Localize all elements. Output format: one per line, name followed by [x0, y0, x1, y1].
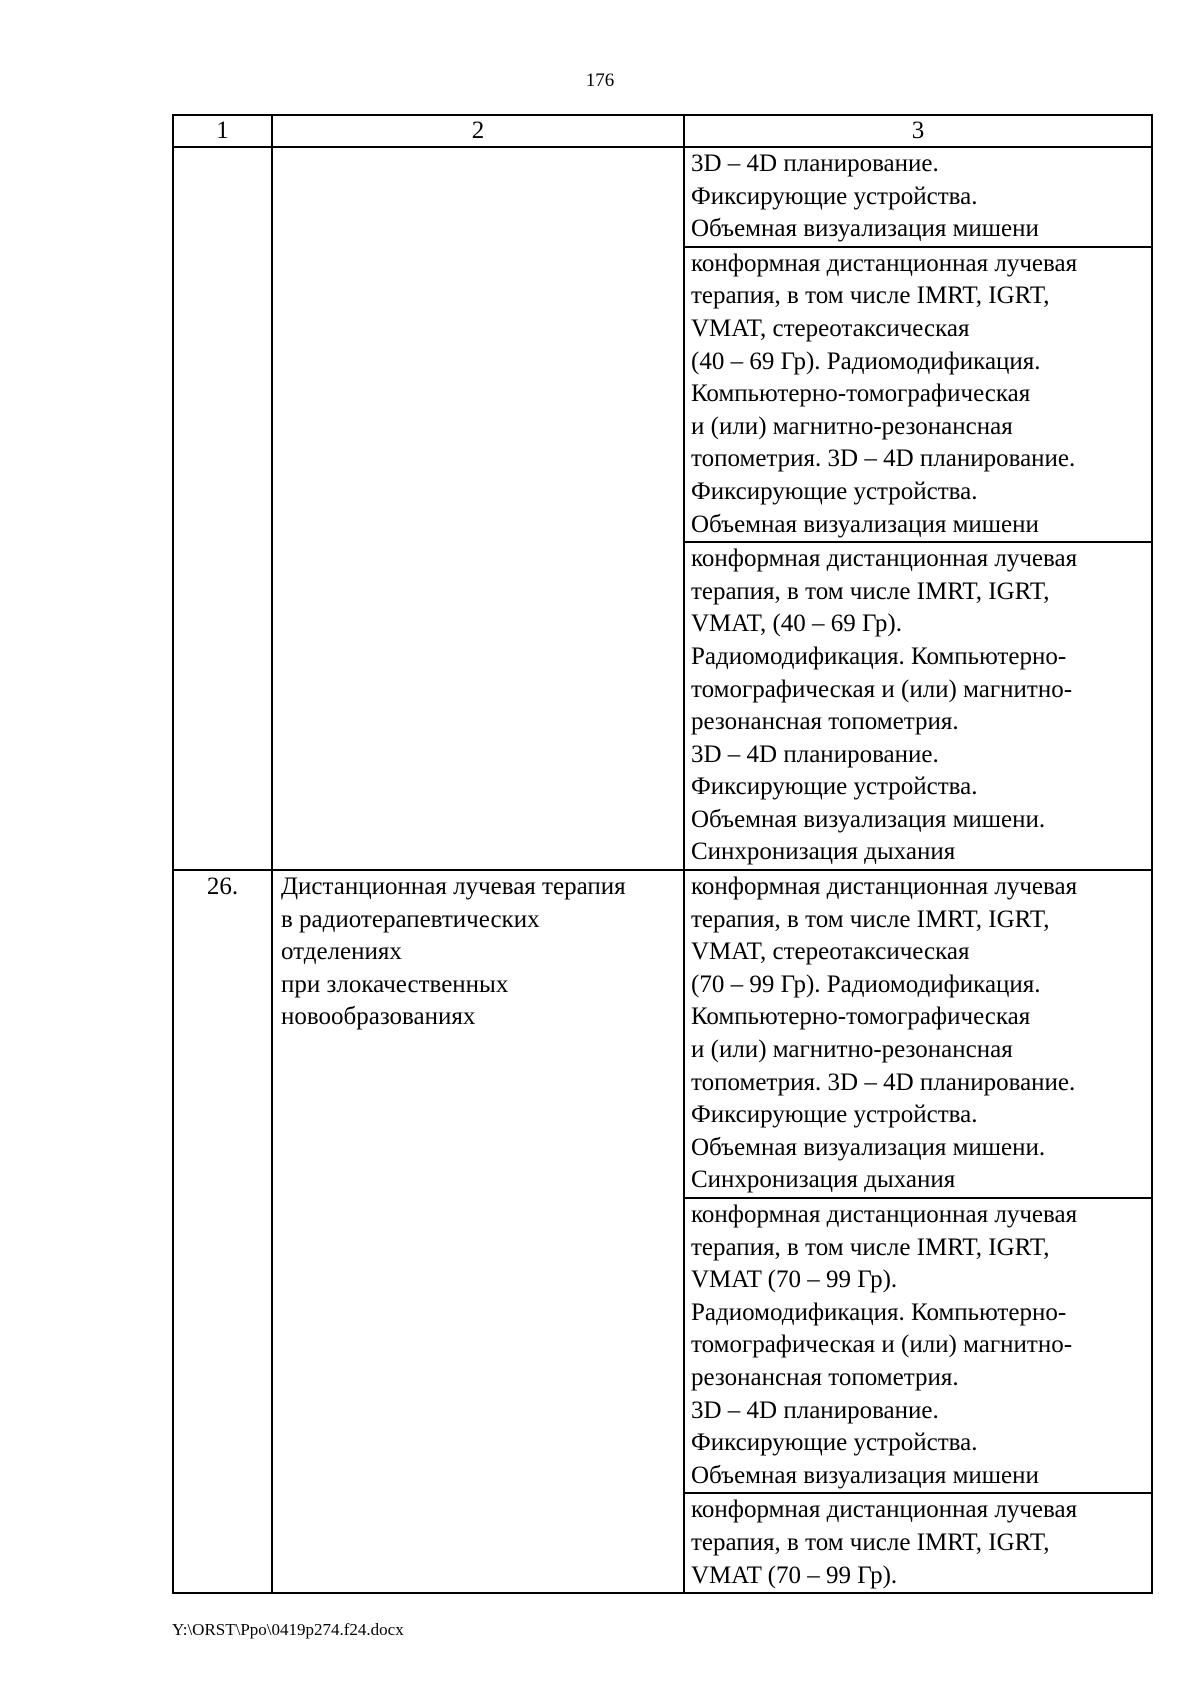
text-line: в радиотерапевтических — [281, 905, 540, 933]
text-line: Объемная визуализация мишени — [691, 1461, 1039, 1489]
text-line: топометрия. 3D – 4D планирование. — [691, 1068, 1076, 1096]
method-cell — [684, 147, 1152, 247]
method-cell — [684, 1493, 1152, 1593]
text-line: конформная дистанционная лучевая — [691, 1201, 1078, 1228]
text-line: терапия, в том числе IMRT, IGRT, — [691, 1528, 1050, 1556]
table-header-row — [173, 115, 1152, 147]
text-line: терапия, в том числе IMRT, IGRT, — [691, 1233, 1050, 1261]
text-line: Объемная визуализация мишени. — [691, 805, 1046, 833]
text-line: Компьютерно-томографическая — [691, 380, 1031, 408]
text-line: Объемная визуализация мишени — [691, 215, 1039, 243]
text-line: Синхронизация дыхания — [691, 838, 956, 866]
text-line: конформная дистанционная лучевая — [691, 1496, 1078, 1524]
method-cell — [684, 870, 1152, 1198]
text-line: Фиксирующие устройства. — [691, 773, 978, 801]
header-col-3: 3 — [684, 115, 1152, 147]
text-line: конформная дистанционная лучевая — [691, 873, 1078, 901]
text-line: Объемная визуализация мишени — [691, 510, 1039, 538]
text-line: терапия, в том числе IMRT, IGRT, — [691, 577, 1050, 605]
text-line: резонансная топометрия. — [691, 1363, 959, 1391]
text-line: 3D – 4D планирование. — [691, 740, 939, 768]
header-col-2: 2 — [272, 115, 684, 147]
table-row — [173, 147, 1152, 247]
text-line: Фиксирующие устройства. — [691, 1101, 978, 1129]
text-line: терапия, в том числе IMRT, IGRT, — [691, 905, 1050, 933]
text-line: VMAT (70 – 99 Гр). — [691, 1561, 898, 1589]
text-line: Радиомодификация. Компьютерно- — [691, 1298, 1067, 1326]
text-line: Синхронизация дыхания — [691, 1166, 956, 1194]
text-line: Компьютерно-томографическая — [691, 1003, 1031, 1031]
text-line: и (или) магнитно-резонансная — [691, 1036, 1013, 1064]
text-line: Фиксирующие устройства. — [691, 477, 978, 505]
method-cell — [684, 1198, 1152, 1493]
text-line: новообразованиях — [281, 1003, 476, 1031]
text-line: 3D – 4D планирование. — [691, 150, 939, 177]
text-line: топометрия. 3D – 4D планирование. — [691, 445, 1076, 473]
text-line: Фиксирующие устройства. — [691, 1429, 978, 1457]
row-number-cell: 26. — [173, 870, 272, 1593]
text-line: и (или) магнитно-резонансная — [691, 412, 1013, 440]
text-line: Объемная визуализация мишени. — [691, 1133, 1046, 1161]
footer-file-path: Y:\ORST\Ppo\0419p274.f24.docx — [172, 1620, 404, 1639]
text-line: VMAT, (40 – 69 Гр). — [691, 610, 903, 638]
text-line: томографическая и (или) магнитно- — [691, 675, 1073, 703]
table-row — [173, 870, 1152, 1198]
text-line: Фиксирующие устройства. — [691, 182, 978, 210]
text-line: Дистанционная лучевая терапия — [281, 873, 626, 901]
text-line: томографическая и (или) магнитно- — [691, 1331, 1073, 1359]
text-line: конформная дистанционная лучевая — [691, 249, 1078, 277]
text-line: резонансная топометрия. — [691, 708, 959, 736]
header-col-1: 1 — [173, 115, 272, 147]
continuation-number-cell — [173, 147, 272, 870]
method-cell — [684, 247, 1152, 542]
text-line: отделениях — [281, 938, 402, 966]
method-cell — [684, 542, 1152, 870]
document-table — [172, 114, 1153, 1594]
continuation-name-cell — [272, 147, 684, 870]
text-line: при злокачественных — [281, 970, 509, 998]
text-line: VMAT (70 – 99 Гр). — [691, 1266, 898, 1294]
text-line: конформная дистанционная лучевая — [691, 545, 1078, 573]
text-line: (70 – 99 Гр). Радиомодификация. — [691, 970, 1041, 998]
text-line: VMAT, стереотаксическая — [691, 314, 970, 342]
row-name-cell — [272, 870, 684, 1593]
text-line: Радиомодификация. Компьютерно- — [691, 642, 1067, 670]
text-line: 3D – 4D планирование. — [691, 1396, 939, 1424]
page-number: 176 — [585, 70, 615, 91]
text-line: терапия, в том числе IMRT, IGRT, — [691, 282, 1050, 310]
text-line: (40 – 69 Гр). Радиомодификация. — [691, 347, 1041, 375]
text-line: VMAT, стереотаксическая — [691, 938, 970, 966]
